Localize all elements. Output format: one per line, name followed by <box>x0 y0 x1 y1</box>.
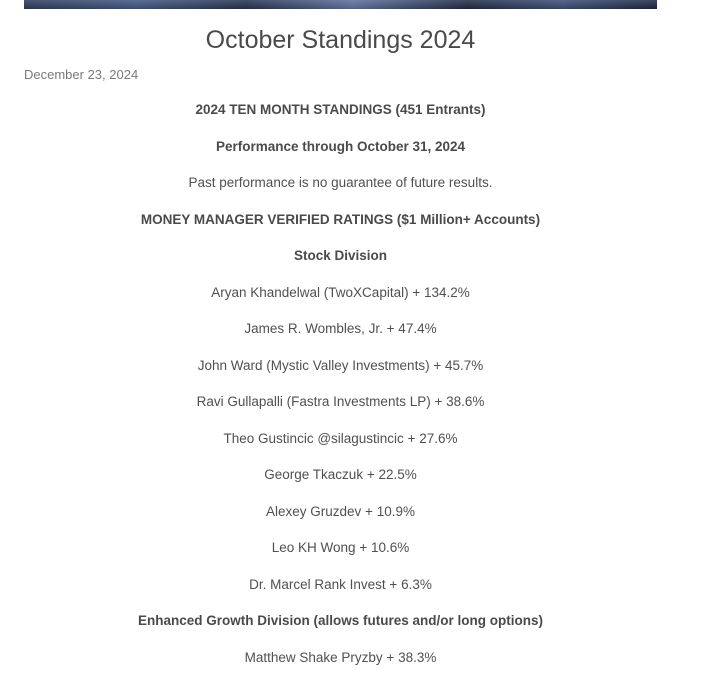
section-heading: 2024 TEN MONTH STANDINGS (451 Entrants) <box>195 102 486 117</box>
standing-entry: Aryan Khandelwal (TwoXCapital) + 134.2% <box>211 284 470 300</box>
standing-entry: Ravi Gullapalli (Fastra Investments LP) + 38.6% <box>196 394 485 409</box>
standing-entry: Matthew Shake Pryzby + 38.3% <box>244 649 437 665</box>
standing-entry: Leo KH Wong + 10.6% <box>271 540 410 555</box>
page-title: October Standings 2024 <box>205 26 476 54</box>
section-heading: Stock Division <box>293 248 388 263</box>
standing-entry: George Tkaczuk + 22.5% <box>264 467 417 482</box>
standings-content <box>24 102 657 684</box>
section-heading: MONEY MANAGER VERIFIED RATINGS ($1 Million+ Accounts) <box>140 211 541 227</box>
post-date: December 23, 2024 <box>24 67 139 82</box>
standing-entry: Past performance is no guarantee of future results. <box>188 175 493 190</box>
standing-entry: Theo Gustincic @silagustincic + 27.6% <box>223 430 458 446</box>
section-heading: Enhanced Growth Division (allows futures and/or long options) <box>137 613 543 628</box>
standing-entry: Alexey Gruzdev + 10.9% <box>266 503 415 519</box>
standing-entry: Dr. Marcel Rank Invest + 6.3% <box>249 576 432 592</box>
section-heading: Performance through October 31, 2024 <box>215 138 466 154</box>
standing-entry: John Ward (Mystic Valley Investments) + 45.7% <box>197 357 484 373</box>
header-banner-image <box>24 0 657 9</box>
standing-entry: James R. Wombles, Jr. + 47.4% <box>244 321 437 336</box>
